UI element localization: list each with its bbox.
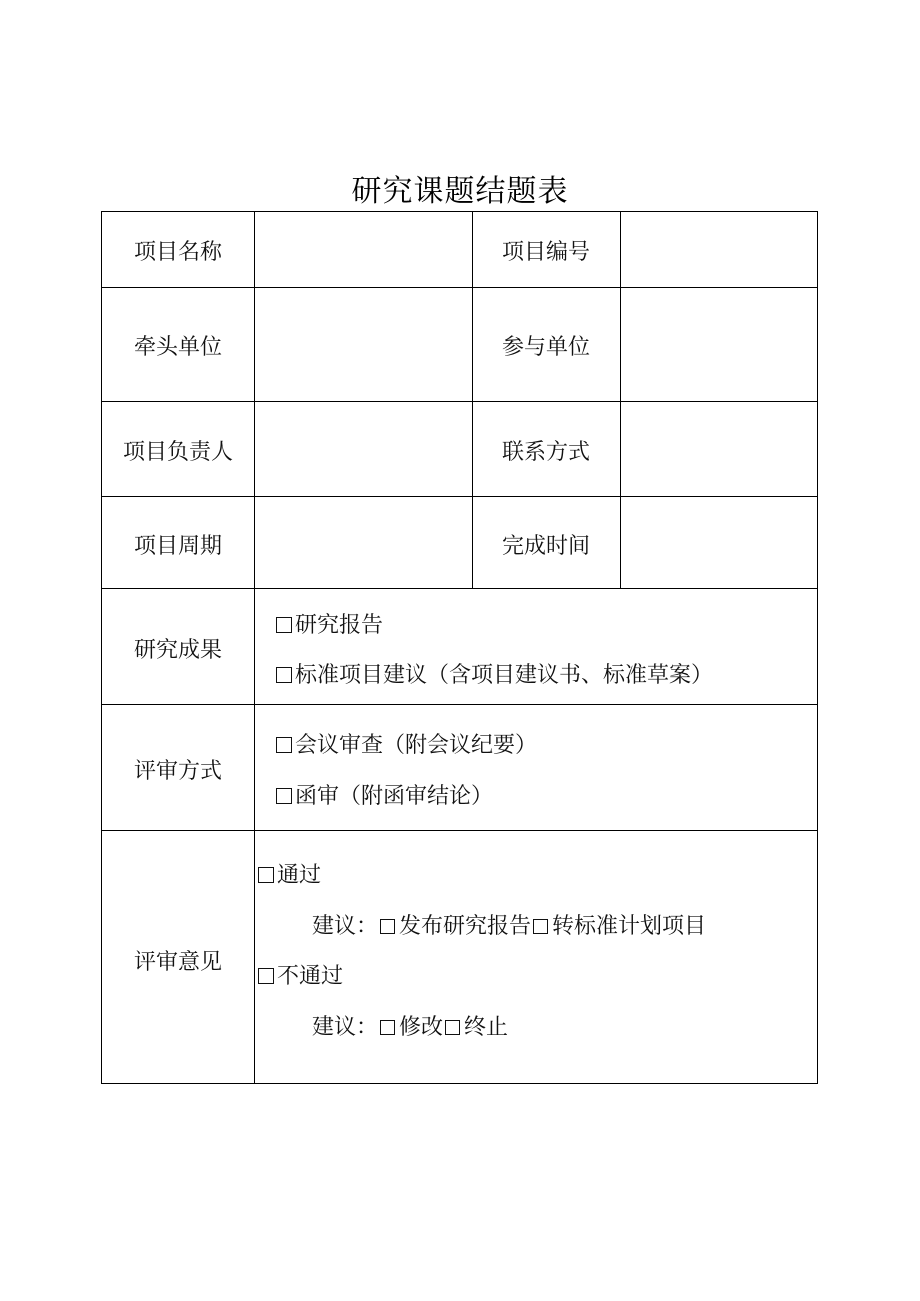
label-contact: 联系方式 (501, 440, 591, 465)
empty-checkbox-icon[interactable] (276, 788, 292, 804)
empty-checkbox-icon[interactable] (258, 968, 274, 984)
label-project-period: 项目周期 (133, 534, 223, 559)
label-lead-unit: 牵头单位 (133, 335, 223, 360)
label-completion-time: 完成时间 (501, 534, 591, 559)
fail-suggestions: 建议： 修改 终止 (312, 1015, 509, 1040)
label-project-number: 项目编号 (501, 240, 591, 265)
label-project-leader: 项目负责人 (122, 440, 234, 465)
pass-suggestions: 建议： 发布研究报告 转标准计划项目 (312, 914, 707, 939)
column-divider (620, 212, 621, 588)
label-project-name: 项目名称 (133, 240, 223, 265)
opinion-pass[interactable]: 通过 (258, 858, 321, 889)
opinion-fail[interactable]: 不通过 (258, 959, 343, 990)
method-option-meeting[interactable]: 会议审查（附会议纪要） (276, 728, 537, 759)
row-divider (102, 287, 817, 288)
row-divider (102, 588, 817, 589)
row-divider (102, 496, 817, 497)
empty-checkbox-icon[interactable] (276, 617, 292, 633)
label-review-opinion: 评审意见 (133, 950, 223, 975)
page-title: 研究课题结题表 (351, 174, 569, 209)
row-divider (102, 704, 817, 705)
empty-checkbox-icon[interactable] (445, 1020, 460, 1035)
label-review-method: 评审方式 (133, 759, 223, 784)
row-divider (102, 401, 817, 402)
label-research-results: 研究成果 (133, 638, 223, 663)
empty-checkbox-icon[interactable] (380, 919, 395, 934)
label-participating-unit: 参与单位 (501, 335, 591, 360)
column-divider (472, 212, 473, 588)
empty-checkbox-icon[interactable] (276, 667, 292, 683)
empty-checkbox-icon[interactable] (258, 867, 274, 883)
empty-checkbox-icon[interactable] (533, 919, 548, 934)
empty-checkbox-icon[interactable] (380, 1020, 395, 1035)
column-divider (254, 212, 255, 1083)
method-option-letter[interactable]: 函审（附函审结论） (276, 779, 493, 810)
results-option-standard-proposal[interactable]: 标准项目建议（含项目建议书、标准草案） (276, 658, 713, 689)
row-divider (102, 830, 817, 831)
results-option-report[interactable]: 研究报告 (276, 608, 383, 639)
empty-checkbox-icon[interactable] (276, 737, 292, 753)
project-closure-form (101, 211, 818, 1084)
